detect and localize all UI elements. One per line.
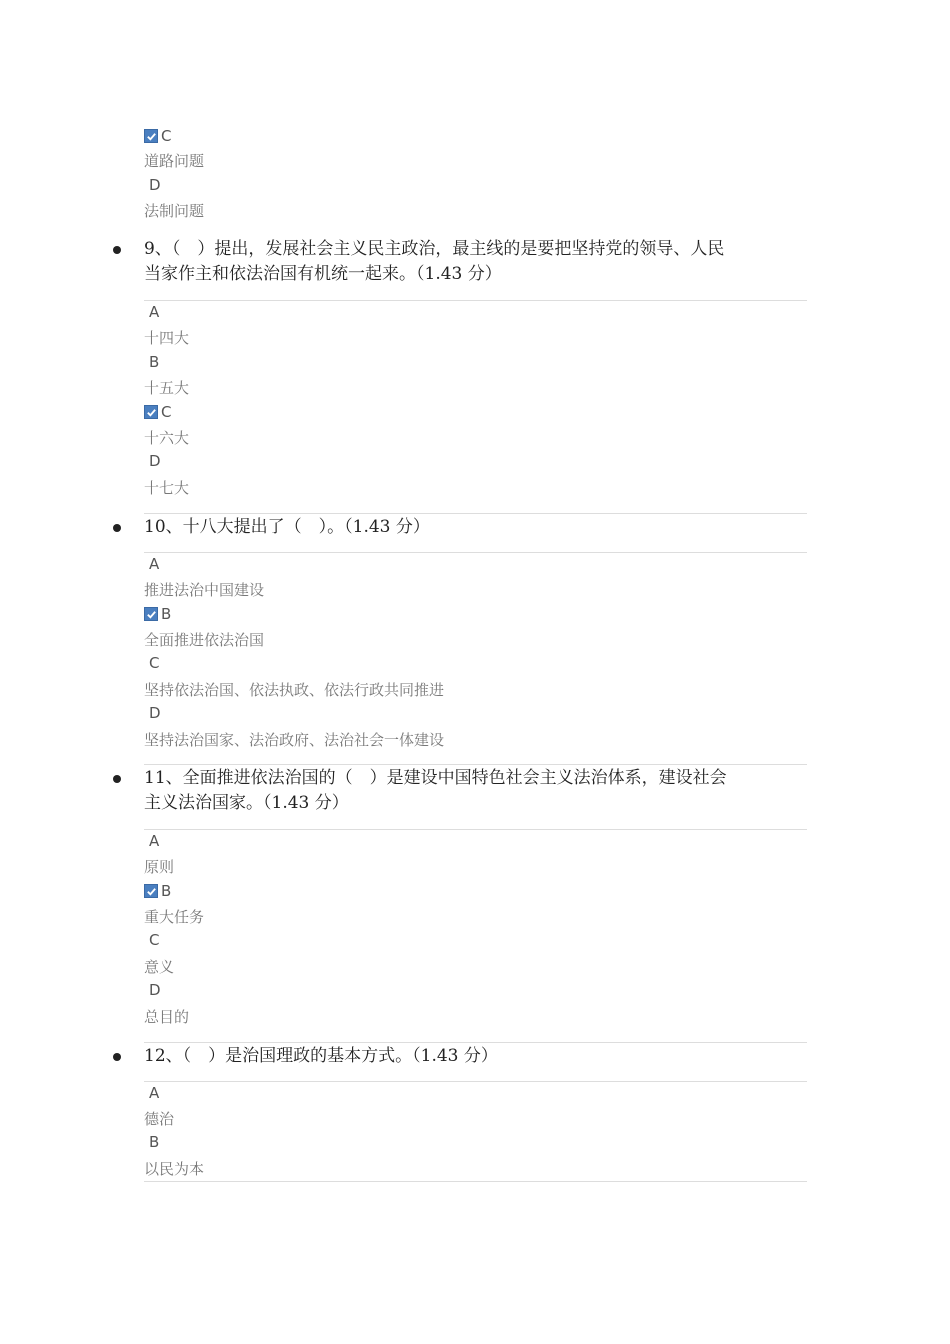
option-letter: C xyxy=(161,403,172,421)
bullet-icon xyxy=(113,1053,121,1061)
option-q12-b[interactable] xyxy=(144,1132,159,1152)
question-9 xyxy=(144,237,808,287)
checkbox-checked-icon[interactable] xyxy=(144,607,158,621)
option-q9-b[interactable] xyxy=(144,352,159,372)
divider xyxy=(144,300,807,301)
question-12 xyxy=(144,1044,808,1069)
bullet-icon xyxy=(113,524,121,532)
option-letter: C xyxy=(149,654,160,672)
question-text-line1: 11、全面推进依法治国的（ ）是建设中国特色社会主义法治体系，建设社会 xyxy=(144,768,727,788)
option-q10-d[interactable] xyxy=(144,703,161,723)
divider xyxy=(144,513,807,514)
option-letter: C xyxy=(149,931,160,949)
checkbox-checked-icon[interactable] xyxy=(144,129,158,143)
question-text-line1: 12、（ ）是治国理政的基本方式。（1.43 分） xyxy=(144,1046,498,1066)
option-text: 德治 xyxy=(144,1110,175,1128)
option-q10-c[interactable] xyxy=(144,653,159,673)
option-letter: B xyxy=(149,353,160,371)
checkbox-checked-icon[interactable] xyxy=(144,884,158,898)
option-text: 坚持法治国家、法治政府、法治社会一体建设 xyxy=(144,731,445,749)
option-text: 坚持依法治国、依法执政、依法行政共同推进 xyxy=(144,681,445,699)
divider xyxy=(144,1081,807,1082)
question-text-line1: 10、十八大提出了（ ）。（1.43 分） xyxy=(144,517,430,537)
option-q11-d[interactable] xyxy=(144,980,161,1000)
option-letter: C xyxy=(161,127,172,145)
option-q8-c[interactable] xyxy=(144,126,171,146)
question-10 xyxy=(144,515,808,540)
option-text: 重大任务 xyxy=(144,908,205,926)
divider xyxy=(144,552,807,553)
option-letter: A xyxy=(149,303,160,321)
option-text: 十七大 xyxy=(144,479,190,497)
option-q11-a[interactable] xyxy=(144,831,159,851)
option-letter: A xyxy=(149,1084,160,1102)
option-letter: B xyxy=(161,605,172,623)
option-q9-c[interactable] xyxy=(144,402,171,422)
option-q8-d[interactable] xyxy=(144,175,161,195)
option-letter: D xyxy=(149,176,161,194)
option-letter: D xyxy=(149,981,161,999)
option-text: 十五大 xyxy=(144,379,190,397)
divider xyxy=(144,829,807,830)
option-text: 道路问题 xyxy=(144,152,205,170)
option-letter: A xyxy=(149,555,160,573)
option-text: 原则 xyxy=(144,858,175,876)
option-letter: D xyxy=(149,452,161,470)
checkbox-checked-icon[interactable] xyxy=(144,405,158,419)
option-letter: D xyxy=(149,704,161,722)
option-q10-a[interactable] xyxy=(144,554,159,574)
divider xyxy=(144,1181,807,1182)
option-letter: B xyxy=(161,882,172,900)
option-q11-c[interactable] xyxy=(144,930,159,950)
bullet-icon xyxy=(113,775,121,783)
divider xyxy=(144,764,807,765)
divider xyxy=(144,1042,807,1043)
option-text: 法制问题 xyxy=(144,202,205,220)
option-q9-a[interactable] xyxy=(144,302,159,322)
option-q10-b[interactable] xyxy=(144,604,171,624)
option-text: 十六大 xyxy=(144,429,190,447)
question-text-line2: 当家作主和依法治国有机统一起来。（1.43 分） xyxy=(144,264,502,284)
bullet-icon xyxy=(113,246,121,254)
option-letter: B xyxy=(149,1133,160,1151)
option-letter: A xyxy=(149,832,160,850)
option-q12-a[interactable] xyxy=(144,1083,159,1103)
question-text-line2: 主义法治国家。（1.43 分） xyxy=(144,793,349,813)
option-text: 意义 xyxy=(144,958,175,976)
option-text: 推进法治中国建设 xyxy=(144,581,265,599)
option-text: 全面推进依法治国 xyxy=(144,631,265,649)
option-text: 十四大 xyxy=(144,329,190,347)
option-q11-b[interactable] xyxy=(144,881,171,901)
option-q9-d[interactable] xyxy=(144,451,161,471)
question-11 xyxy=(144,766,808,816)
option-text: 总目的 xyxy=(144,1008,190,1026)
option-text: 以民为本 xyxy=(144,1160,205,1178)
question-text-line1: 9、（ ）提出，发展社会主义民主政治，最主线的是要把坚持党的领导、人民 xyxy=(144,239,725,259)
